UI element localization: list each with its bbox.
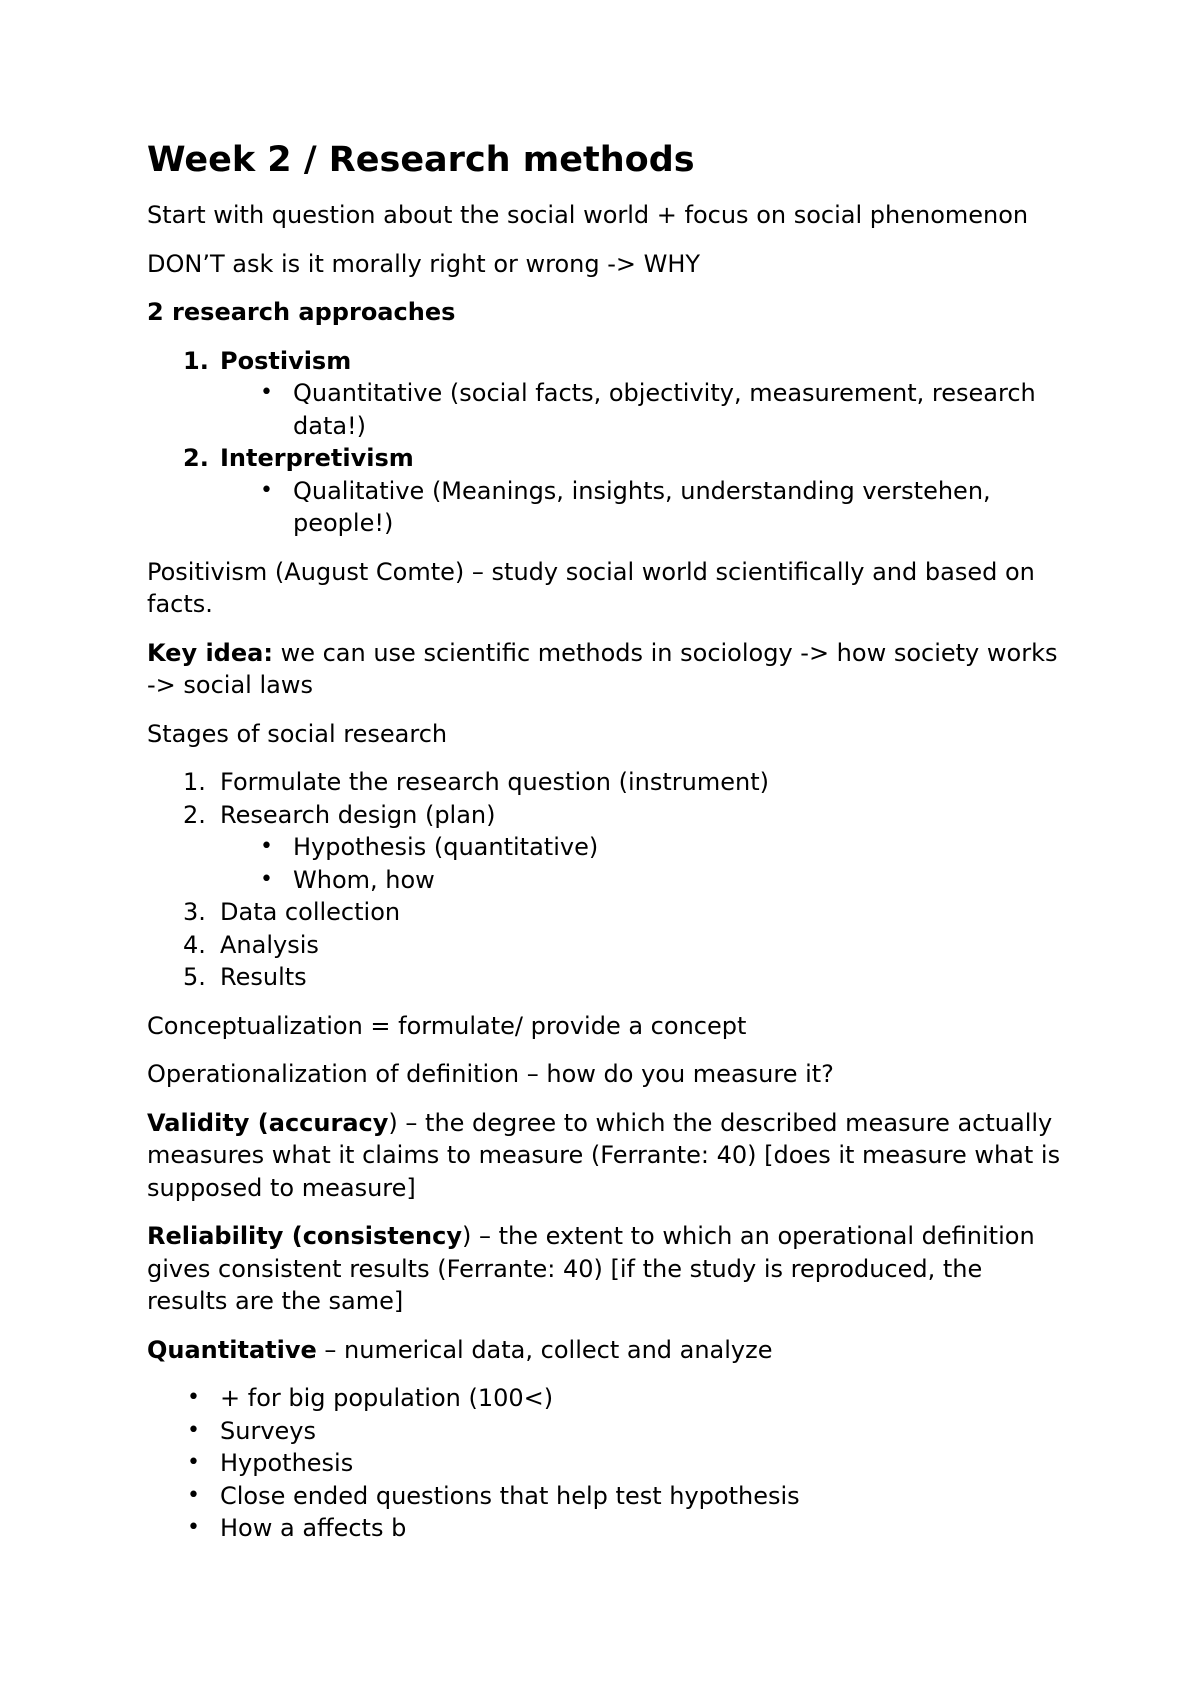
intro-paragraph-1: Start with question about the social world + focus on social phenomenon: [147, 201, 1029, 229]
list-number: 4.: [183, 930, 206, 959]
operationalization-paragraph: Operationalization of definition – how do you measure it?: [147, 1060, 834, 1088]
bullet-marker: •: [260, 866, 273, 892]
page-title: Week 2 / Research methods: [147, 140, 695, 180]
key-idea-text: we can use scientific methods in sociology -> how society works -> social laws: [147, 638, 1058, 699]
bullet-text: Qualitative (Meanings, insights, understanding verstehen, people!): [293, 476, 991, 537]
approach-bullets: [220, 377, 1067, 442]
stage-item: [147, 896, 1067, 929]
stage-item: [147, 929, 1067, 962]
stage-item: [147, 766, 1067, 799]
bullet-marker: •: [187, 1417, 200, 1443]
conceptualization-paragraph: Conceptualization = formulate/ provide a concept: [147, 1011, 747, 1040]
validity-label: Validity (accuracy: [147, 1108, 389, 1137]
positivism-paragraph: Positivism (August Comte) – study social world scientifically and based on facts.: [147, 557, 1035, 618]
list-number: 5.: [183, 963, 206, 991]
list-number: 1.: [183, 768, 206, 796]
list-number: 2.: [183, 800, 206, 829]
bullet-item: [220, 475, 1067, 540]
stages-heading: Stages of social research: [147, 719, 448, 748]
bullet-item: [147, 1512, 1067, 1545]
reliability-text: – the extent to which an operational definition gives consistent results (Ferrante: 40) [if the study is reproduced, the results are the same]: [147, 1222, 1035, 1315]
reliability-close: ): [462, 1222, 472, 1250]
stage-text: Data collection: [220, 898, 401, 926]
stage-text: Results: [220, 963, 307, 991]
approaches-list: [147, 345, 1067, 540]
validity-close: ): [388, 1108, 398, 1137]
bullet-marker: •: [187, 1385, 200, 1410]
bullet-item: [147, 1382, 1067, 1415]
quantitative-text: – numerical data, collect and analyze: [316, 1335, 773, 1364]
stages-list: [147, 766, 1067, 994]
stage-text: Research design (plan): [220, 800, 496, 829]
bullet-marker: •: [187, 1515, 200, 1540]
list-number: 1.: [183, 346, 209, 375]
stage-item: [147, 799, 1067, 897]
bullet-item: [220, 831, 1067, 864]
bullet-text: Hypothesis (quantitative): [293, 833, 599, 861]
intro-paragraph-2: DON’T ask is it morally right or wrong -> WHY: [147, 249, 701, 278]
bullet-item: [147, 1447, 1067, 1480]
approach-bullets: [220, 475, 1067, 540]
bullet-item: [220, 864, 1067, 897]
bullet-marker: •: [260, 834, 273, 859]
approach-label: Interpretivism: [220, 444, 414, 472]
bullet-text: Quantitative (social facts, objectivity, measurement, research data!): [293, 379, 1036, 440]
quantitative-paragraph: [147, 1334, 1067, 1367]
bullet-item: [220, 377, 1067, 442]
approach-item: [147, 345, 1067, 443]
approaches-heading: 2 research approaches: [147, 298, 456, 326]
key-idea-paragraph: [147, 637, 1067, 702]
approach-item: [147, 442, 1067, 540]
bullet-text: Surveys: [220, 1416, 316, 1445]
document-page: [147, 138, 1067, 1561]
bullet-text: How a affects b: [220, 1514, 407, 1542]
reliability-paragraph: [147, 1220, 1067, 1318]
bullet-marker: •: [260, 380, 273, 405]
quantitative-label: Quantitative: [147, 1335, 317, 1364]
bullet-text: Hypothesis: [220, 1449, 354, 1477]
bullet-text: Close ended questions that help test hypothesis: [220, 1481, 800, 1510]
bullet-text: Whom, how: [293, 865, 435, 894]
list-number: 3.: [183, 898, 206, 926]
bullet-marker: •: [187, 1450, 200, 1475]
stage-bullets: [220, 831, 1067, 896]
approach-label: Postivism: [220, 346, 352, 375]
list-number: 2.: [183, 444, 209, 472]
quantitative-bullets: [147, 1382, 1067, 1545]
bullet-item: [147, 1480, 1067, 1513]
stage-text: Formulate the research question (instrument): [220, 768, 769, 796]
bullet-marker: •: [187, 1482, 200, 1508]
validity-paragraph: [147, 1107, 1067, 1205]
key-idea-label: Key idea:: [147, 638, 273, 667]
stage-item: [147, 961, 1067, 994]
reliability-label: Reliability (consistency: [147, 1222, 463, 1250]
validity-text: – the degree to which the described measure actually measures what it claims to measure (Ferrante: 40) [does it measure what is supposed to measure]: [147, 1108, 1061, 1202]
bullet-marker: •: [260, 477, 273, 503]
stage-text: Analysis: [220, 930, 319, 959]
bullet-text: + for big population (100<): [220, 1384, 554, 1412]
bullet-item: [147, 1415, 1067, 1448]
